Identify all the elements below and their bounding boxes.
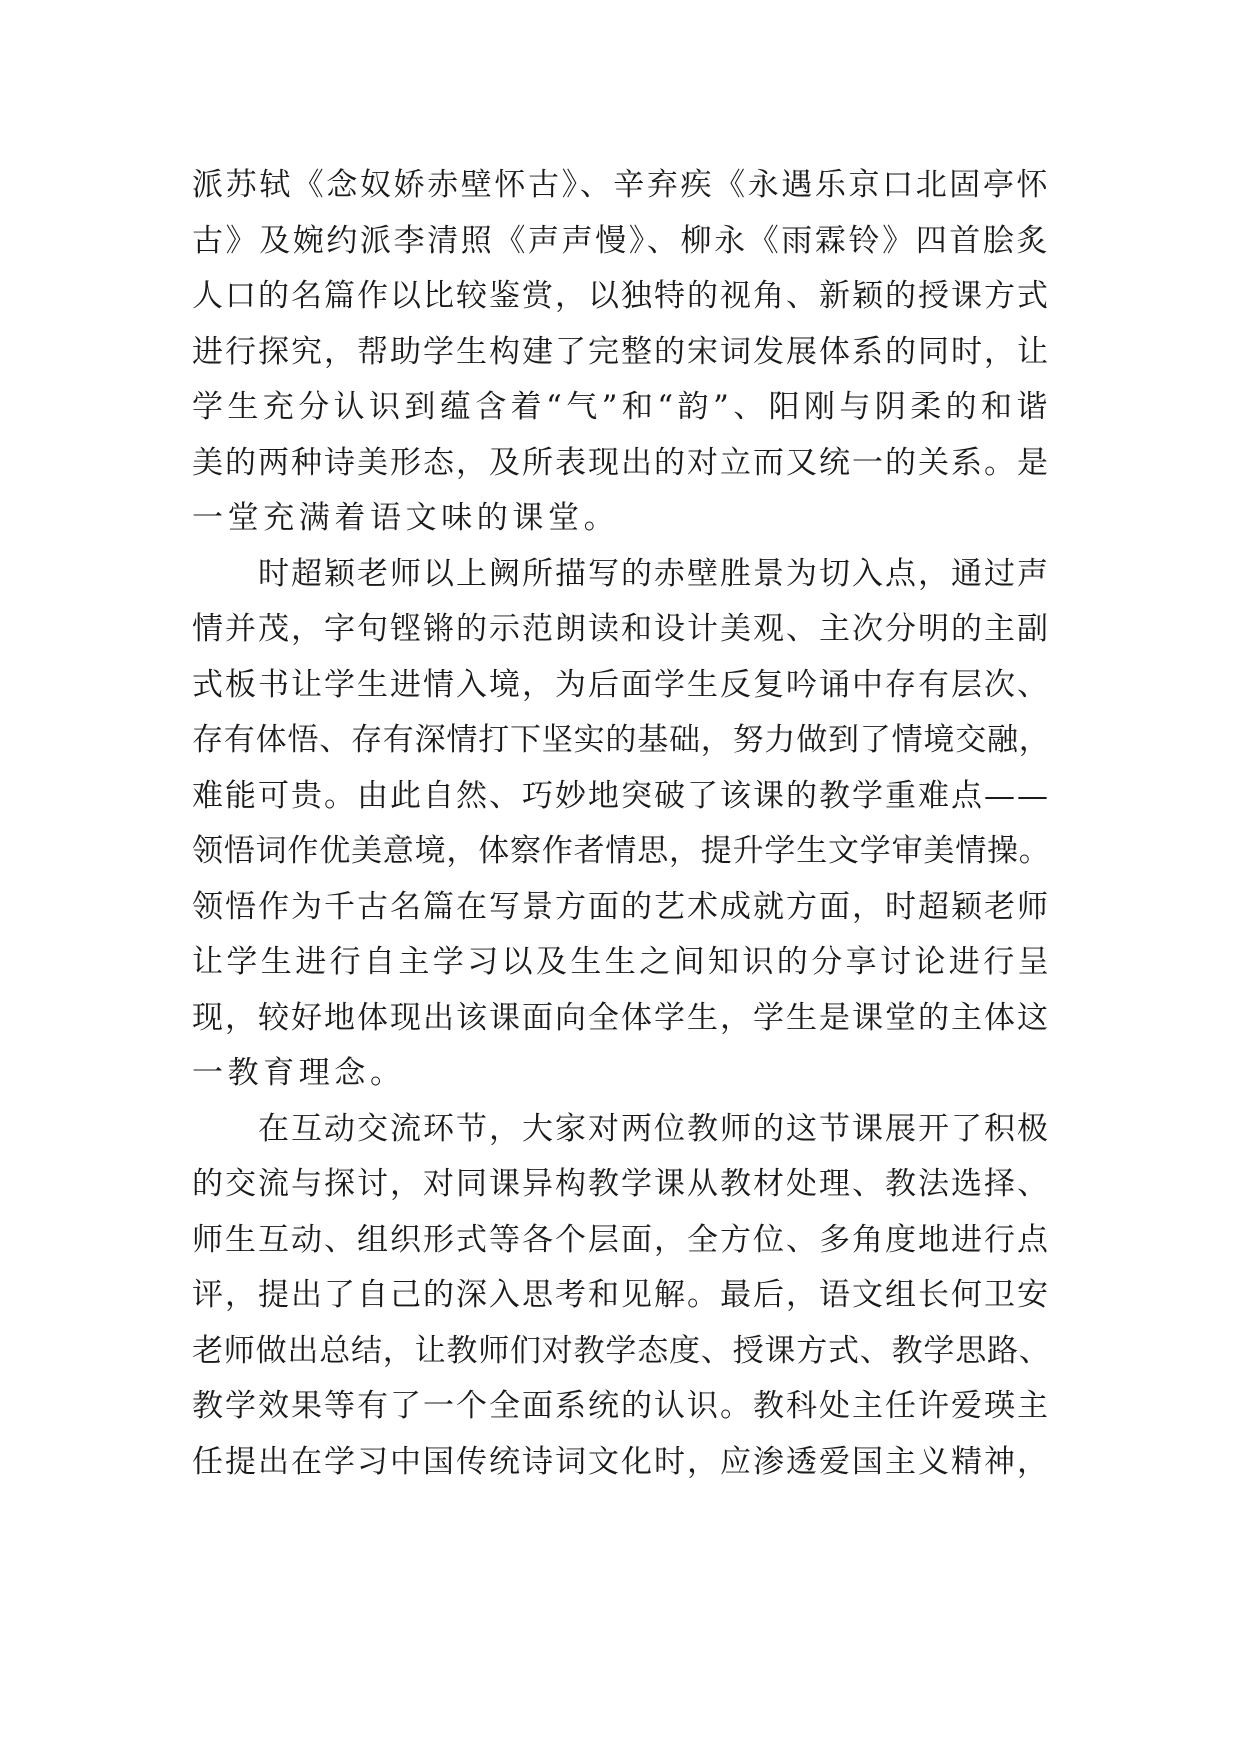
text-line: 领悟词作优美意境，体察作者情思，提升学生文学审美情操。: [192, 833, 1051, 869]
text-line: 让学生进行自主学习以及生生之间知识的分享讨论进行呈: [192, 944, 1052, 980]
paragraph-first-line: 在互动交流环节，大家对两位教师的这节课展开了积极: [258, 1110, 1050, 1147]
text-line: 派苏轼《念奴娇赤壁怀古》、辛弃疾《永遇乐京口北固亭怀: [192, 167, 1051, 203]
text-line: 美的两种诗美形态，及所表现出的对立而又统一的关系。是: [192, 444, 1050, 481]
text-line: 人口的名篇作以比较鉴赏，以独特的视角、新颖的授课方式: [192, 278, 1050, 314]
paragraph-first-line: 时超颖老师以上阙所描写的赤壁胜景为切入点，通过声: [258, 555, 1050, 592]
text-line: 评，提出了自己的深入思考和见解。最后，语文组长何卫安: [192, 1277, 1050, 1313]
text-line: 进行探究，帮助学生构建了完整的宋词发展体系的同时，让: [192, 333, 1050, 370]
text-line: 的交流与探讨，对同课异构教学课从教材处理、教法选择、: [192, 1166, 1050, 1202]
text-line: 老师做出总结，让教师们对教学态度、授课方式、教学思路、: [192, 1332, 1051, 1369]
text-line: 一教育理念。: [192, 1055, 406, 1091]
text-line: 教学效果等有了一个全面系统的认识。教科处主任许爱瑛主: [192, 1388, 1050, 1424]
document-body: [192, 158, 1052, 1490]
text-line: 古》及婉约派李清照《声声慢》、柳永《雨霖铃》四首脍炙: [192, 222, 1051, 259]
text-line: 难能可贵。由此自然、巧妙地突破了该课的教学重难点——: [192, 777, 1050, 814]
text-line: 一堂充满着语文味的课堂。: [192, 500, 620, 536]
text-line: 领悟作为千古名篇在写景方面的艺术成就方面，时超颖老师: [192, 888, 1050, 925]
text-line: 存有体悟、存有深情打下坚实的基础，努力做到了情境交融，: [192, 722, 1051, 758]
text-line: 任提出在学习中国传统诗词文化时，应渗透爱国主义精神，: [192, 1443, 1050, 1480]
text-line: 情并茂，字句铿锵的示范朗读和设计美观、主次分明的主副: [192, 611, 1050, 647]
text-line: 式板书让学生进情入境，为后面学生反复吟诵中存有层次、: [192, 666, 1050, 703]
text-line: 现，较好地体现出该课面向全体学生，学生是课堂的主体这: [192, 999, 1050, 1036]
text-line: 学生充分认识到蕴含着“气”和“韵”、阳刚与阴柔的和谐: [192, 389, 1052, 425]
text-line: 师生互动、组织形式等各个层面，全方位、多角度地进行点: [192, 1221, 1050, 1258]
